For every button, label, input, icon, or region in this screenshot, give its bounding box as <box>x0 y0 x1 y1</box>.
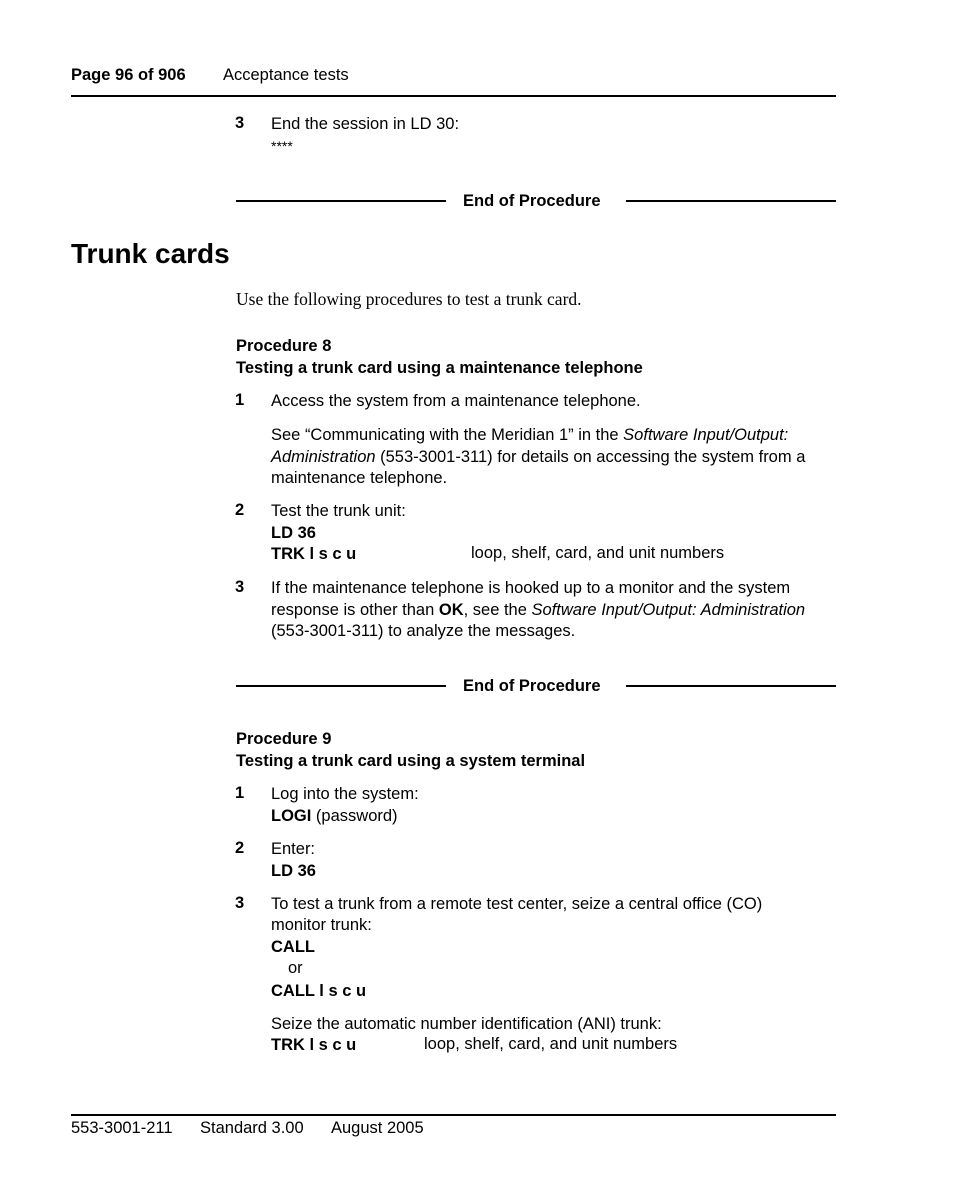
page-number: Page 96 of 906 <box>71 66 186 84</box>
end-of-procedure-label: End of Procedure <box>463 677 601 695</box>
procedure-8-title: Testing a trunk card using a maintenance telephone <box>236 359 643 377</box>
step-number: 3 <box>235 894 245 912</box>
end-rule-left <box>236 200 446 202</box>
command-description: loop, shelf, card, and unit numbers <box>471 544 725 562</box>
step-text: monitor trunk: <box>271 916 372 934</box>
intro-paragraph: Use the following procedures to test a trunk card. <box>236 289 582 309</box>
procedure-8-label: Procedure 8 <box>236 337 332 355</box>
step-text <box>271 578 841 643</box>
step-text: Seize the automatic number identification (ANI) trunk: <box>271 1015 662 1033</box>
ok-response: OK <box>438 600 464 619</box>
command-stars: **** <box>271 138 293 154</box>
step-text: Test the trunk unit: <box>271 502 406 520</box>
end-rule-left <box>236 685 446 687</box>
procedure-9-label: Procedure 9 <box>236 730 332 748</box>
document-number: 553-3001-211 <box>71 1119 173 1137</box>
command: LD 36 <box>271 524 316 542</box>
header-rule <box>71 95 836 97</box>
step-text: End the session in LD 30: <box>271 115 460 133</box>
end-rule-right <box>626 685 836 687</box>
step-text: Log into the system: <box>271 785 419 803</box>
command: TRK l s c u <box>271 1036 357 1054</box>
section-title: Acceptance tests <box>223 66 349 84</box>
end-rule-right <box>626 200 836 202</box>
command: LOGI <box>271 807 312 825</box>
standard-version: Standard 3.00 <box>200 1119 304 1137</box>
command: LD 36 <box>271 862 316 880</box>
step-number: 3 <box>235 114 245 132</box>
reference-title: Software Input/Output: Administration <box>531 600 806 619</box>
command: CALL l s c u <box>271 982 367 1000</box>
step-number: 1 <box>235 391 245 409</box>
step-text-line: , see the <box>463 600 532 619</box>
step-number: 1 <box>235 784 245 802</box>
step-number: 2 <box>235 839 245 857</box>
section-heading: Trunk cards <box>71 238 230 269</box>
step-number: 3 <box>235 578 245 596</box>
command: TRK l s c u <box>271 545 357 563</box>
step-text-line: response is other than <box>271 600 439 619</box>
command-description: loop, shelf, card, and unit numbers <box>424 1035 678 1053</box>
end-of-procedure-label: End of Procedure <box>463 192 601 210</box>
step-number: 2 <box>235 501 245 519</box>
reference-title: Administration <box>271 447 376 466</box>
step-text: Enter: <box>271 840 316 858</box>
see-text: maintenance telephone. <box>271 469 448 487</box>
reference-title: Software Input/Output: <box>623 426 789 444</box>
step-text: To test a trunk from a remote test center, seize a central office (CO) <box>271 895 763 913</box>
step-text-line: If the maintenance telephone is hooked up to a monitor and the system <box>271 579 791 597</box>
command-argument: (password) <box>311 807 398 825</box>
procedure-9-title: Testing a trunk card using a system terminal <box>236 752 586 770</box>
publication-date: August 2005 <box>331 1119 424 1137</box>
or-text: or <box>288 959 303 977</box>
command: CALL <box>271 938 315 956</box>
step-text: Access the system from a maintenance telephone. <box>271 392 641 410</box>
footer-rule <box>71 1114 836 1116</box>
see-text: See “Communicating with the Meridian 1” in the <box>271 426 624 444</box>
see-reference-paragraph <box>271 425 836 490</box>
step-text-line: (553-3001-311) to analyze the messages. <box>271 622 576 640</box>
login-command <box>271 806 398 828</box>
see-text: (553-3001-311) for details on accessing the system from a <box>375 447 806 466</box>
